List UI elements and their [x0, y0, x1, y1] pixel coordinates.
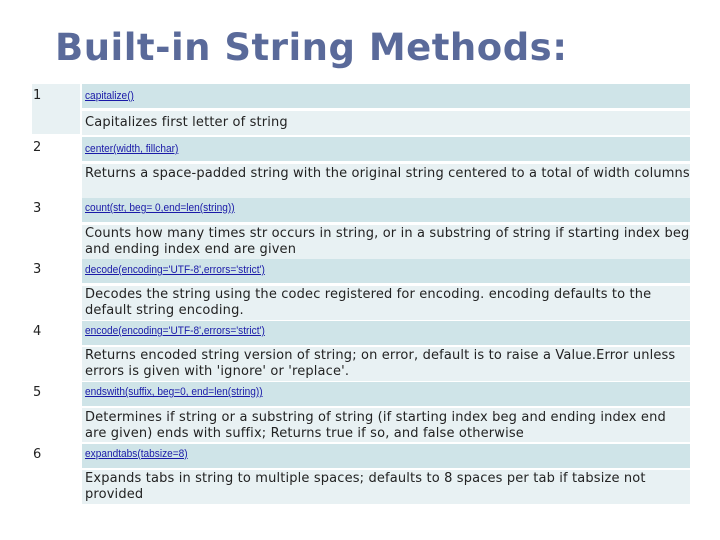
method-link[interactable]: center(width, fillchar)	[85, 143, 179, 155]
row-number-cell	[32, 322, 80, 339]
page-title: Built-in String Methods:	[55, 26, 568, 69]
method-cell	[82, 84, 690, 108]
row-number-cell	[32, 383, 80, 400]
method-cell	[82, 198, 690, 222]
method-cell	[82, 382, 690, 406]
method-cell	[82, 259, 690, 283]
description-cell: Returns encoded string version of string; on error, default is to raise a Value.Error unless errors is given with 'ignore' or 'replace'.	[82, 347, 690, 381]
description-cell: Capitalizes first letter of string	[82, 111, 690, 135]
method-cell	[82, 444, 690, 468]
method-cell	[82, 321, 690, 345]
row-number: 4	[33, 324, 42, 339]
row-number: 3	[33, 262, 42, 277]
description-cell: Decodes the string using the codec registered for encoding. encoding defaults to the default string encoding.	[82, 286, 690, 320]
row-number: 3	[33, 201, 42, 216]
method-cell	[82, 137, 690, 161]
row-number-cell	[32, 445, 80, 462]
method-link[interactable]: expandtabs(tabsize=8)	[85, 448, 188, 460]
description-cell: Expands tabs in string to multiple spaces; defaults to 8 spaces per tab if tabsize not provided	[82, 470, 690, 504]
description-cell: Counts how many times str occurs in string, or in a substring of string if starting index beg and ending index end are given	[82, 225, 690, 259]
description-cell: Determines if string or a substring of string (if starting index beg and ending index end are given) ends with suffix; Returns true if so, and false otherwise	[82, 408, 690, 442]
method-link[interactable]: endswith(suffix, beg=0, end=len(string))	[85, 386, 263, 398]
row-number: 1	[33, 88, 42, 103]
row-number-cell	[32, 199, 80, 216]
row-number-cell	[32, 84, 80, 134]
row-number: 2	[33, 140, 42, 155]
row-number: 6	[33, 447, 42, 462]
method-link[interactable]: count(str, beg= 0,end=len(string))	[85, 202, 235, 214]
method-link[interactable]: capitalize()	[85, 90, 134, 102]
method-link[interactable]: encode(encoding='UTF-8',errors='strict')	[85, 325, 265, 337]
method-link[interactable]: decode(encoding='UTF-8',errors='strict')	[85, 264, 265, 276]
row-number-cell	[32, 136, 80, 155]
row-number: 5	[33, 385, 42, 400]
description-cell: Returns a space-padded string with the original string centered to a total of width columns	[82, 164, 690, 198]
row-number-cell	[32, 259, 80, 277]
